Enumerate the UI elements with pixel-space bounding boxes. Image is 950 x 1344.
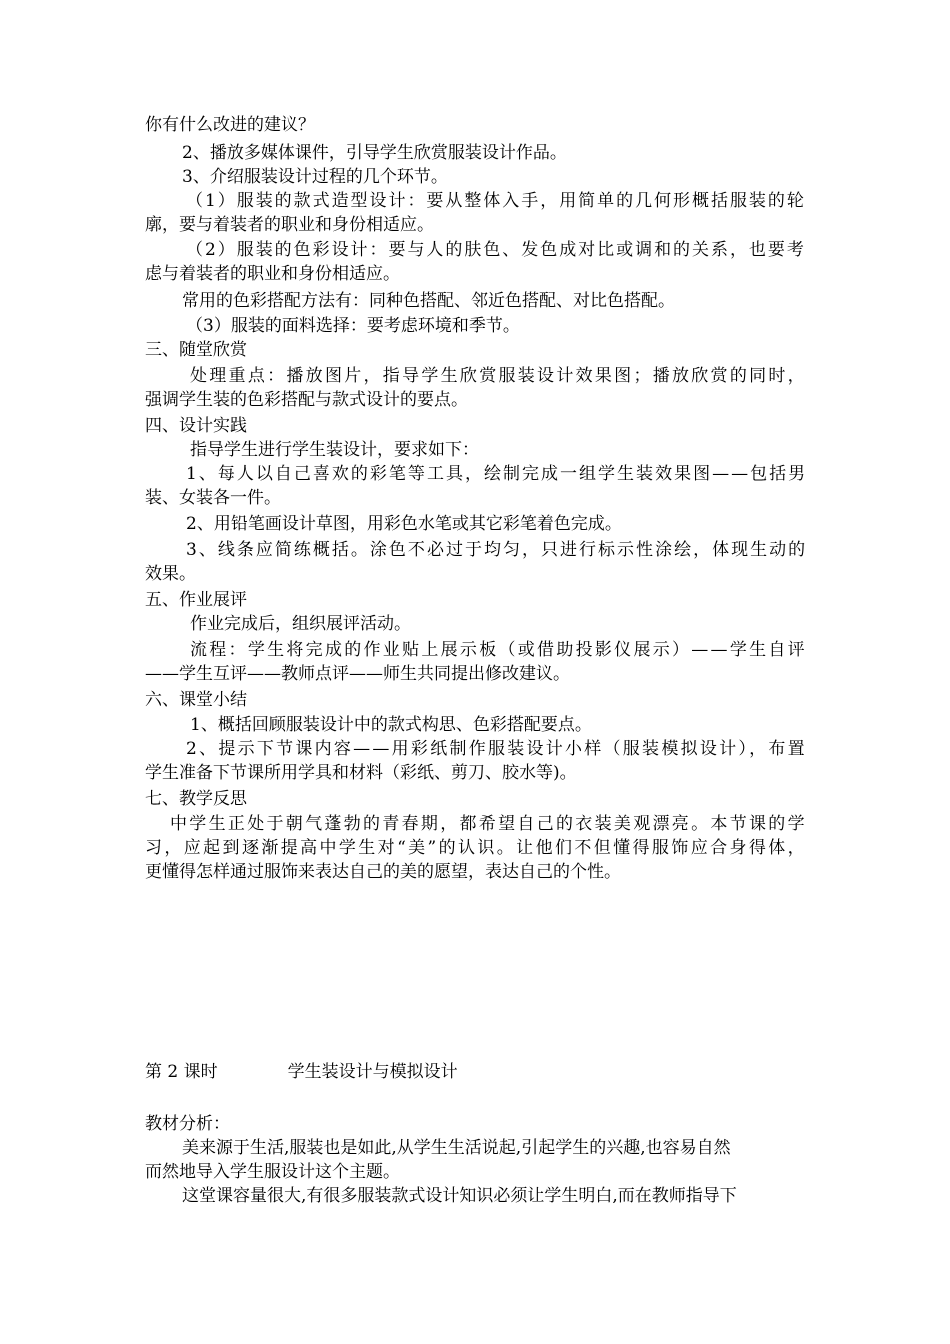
text-line [0, 486, 950, 510]
text-line [0, 761, 950, 785]
text-line [0, 462, 950, 486]
text-line-content: 2、提示下节课内容——用彩纸制作服装设计小样（服装模拟设计），布置 [186, 739, 807, 759]
text-line-content: 效果。 [145, 564, 196, 584]
text-line-content: 常用的色彩搭配方法有：同种色搭配、邻近色搭配、对比色搭配。 [182, 291, 675, 311]
text-line [0, 338, 950, 362]
text-line [0, 141, 950, 165]
text-line [0, 364, 950, 388]
text-line-content: 3、介绍服装设计过程的几个环节。 [182, 167, 448, 187]
text-line-content: 四、设计实践 [145, 416, 247, 436]
text-line [0, 662, 950, 686]
text-line [0, 612, 950, 636]
text-line-content: 七、教学反思 [145, 789, 247, 809]
text-line-content: 廓，要与着装者的职业和身份相适应。 [145, 215, 434, 235]
text-line [0, 238, 950, 262]
text-line-content: 虑与着装者的职业和身份相适应。 [145, 264, 400, 284]
text-line-content: 2、播放多媒体课件，引导学生欣赏服装设计作品。 [182, 143, 567, 163]
lesson-number: 第 2 课时 [145, 1062, 218, 1082]
lesson-heading [0, 1060, 950, 1084]
text-line-content: 三、随堂欣赏 [145, 340, 247, 360]
text-line-content: 指导学生进行学生装设计，要求如下： [190, 440, 479, 460]
text-line [0, 438, 950, 462]
text-line-content: 更懂得怎样通过服饰来表达自己的美的愿望，表达自己的个性。 [145, 862, 621, 882]
text-line-content: 流程：学生将完成的作业贴上展示板（或借助投影仪展示）——学生自评 [190, 640, 807, 660]
text-line [0, 512, 950, 536]
text-line [0, 538, 950, 562]
text-line-content: 强调学生装的色彩搭配与款式设计的要点。 [145, 390, 468, 410]
text-line [0, 165, 950, 189]
text-line [0, 812, 950, 836]
analysis-heading: 教材分析： [145, 1114, 230, 1134]
text-line [0, 638, 950, 662]
text-line-content: （2）服装的色彩设计：要与人的肤色、发色成对比或调和的关系，也要考 [186, 240, 806, 260]
lesson-title: 学生装设计与模拟设计 [287, 1062, 458, 1082]
text-line [0, 388, 950, 412]
text-line [0, 713, 950, 737]
text-line-content: 五、作业展评 [145, 590, 247, 610]
text-line-content: 处理重点：播放图片，指导学生欣赏服装设计效果图；播放欣赏的同时， [190, 366, 807, 386]
text-line-content: 1、概括回顾服装设计中的款式构思、色彩搭配要点。 [190, 715, 592, 735]
text-line [0, 836, 950, 860]
text-line [0, 562, 950, 586]
text-line [0, 688, 950, 712]
text-line [0, 787, 950, 811]
text-line [0, 213, 950, 237]
text-line [0, 189, 950, 213]
text-line-content: 习，应起到逐渐提高中学生对“美”的认识。让他们不但懂得服饰应合身得体， [145, 838, 808, 858]
text-line-content: （1）服装的款式造型设计：要从整体入手，用简单的几何形概括服装的轮 [186, 191, 806, 211]
text-line-content: 3、线条应简练概括。涂色不必过于均匀，只进行标示性涂绘，体现生动的 [186, 540, 808, 560]
text-line-content: （3）服装的面料选择：要考虑环境和季节。 [186, 316, 520, 336]
text-line-content: 2、用铅笔画设计草图，用彩色水笔或其它彩笔着色完成。 [186, 514, 622, 534]
analysis-line: 美来源于生活,服装也是如此,从学生生活说起,引起学生的兴趣,也容易自然 [182, 1138, 731, 1158]
text-line [0, 737, 950, 761]
text-line [0, 262, 950, 286]
text-line [0, 113, 950, 137]
text-line-content: 1、每人以自己喜欢的彩笔等工具，绘制完成一组学生装效果图——包括男 [186, 464, 808, 484]
text-line-content: 六、课堂小结 [145, 690, 247, 710]
text-line [0, 289, 950, 313]
text-line-content: 装、女装各一件。 [145, 488, 281, 508]
text-line-content: 你有什么改进的建议？ [145, 115, 315, 135]
text-line [0, 314, 950, 338]
text-line-content: 作业完成后，组织展评活动。 [190, 614, 411, 634]
text-line-content: 学生准备下节课所用学具和材料（彩纸、剪刀、胶水等)。 [145, 763, 577, 783]
text-line-content: ——学生互评——教师点评——师生共同提出修改建议。 [145, 664, 570, 684]
text-line [0, 414, 950, 438]
analysis-line: 这堂课容量很大,有很多服装款式设计知识必须让学生明白,而在教师指导下 [182, 1186, 737, 1206]
analysis-line: 而然地导入学生服设计这个主题。 [145, 1162, 400, 1182]
text-line [0, 588, 950, 612]
text-line [0, 860, 950, 884]
text-line-content: 中学生正处于朝气蓬勃的青春期，都希望自己的衣装美观漂亮。本节课的学 [170, 814, 807, 834]
